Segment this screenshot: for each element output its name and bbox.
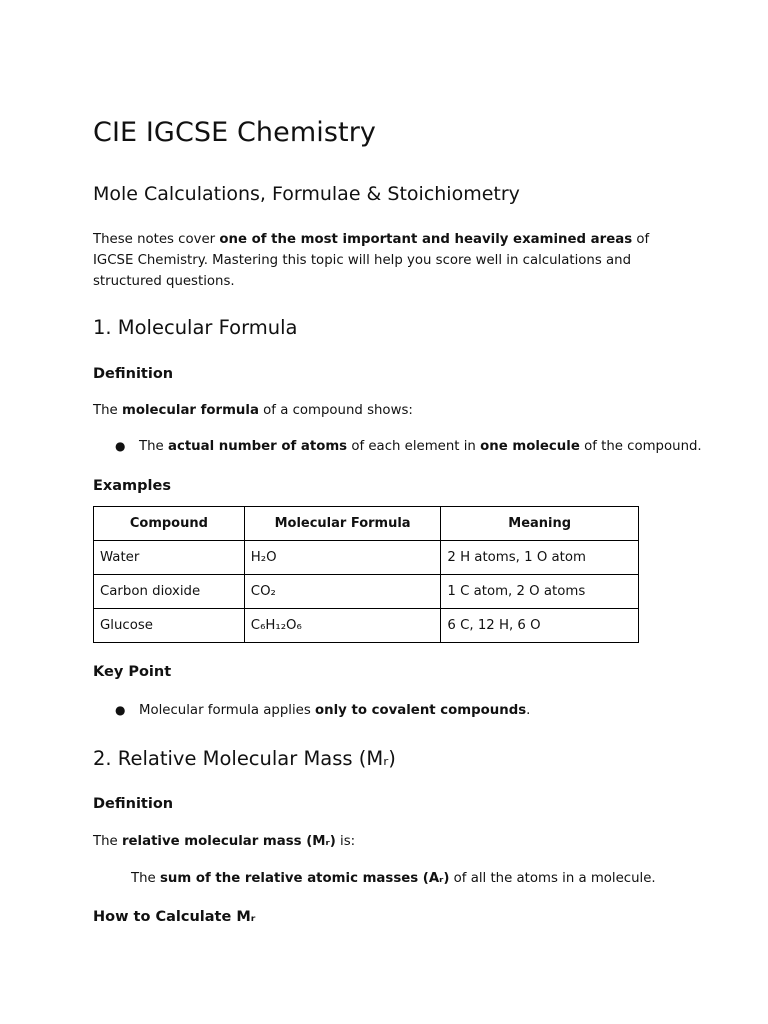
text: of a compound shows: bbox=[258, 403, 413, 418]
definition-paragraph bbox=[93, 834, 355, 849]
definition-heading: Definition bbox=[93, 366, 174, 382]
intro-bold-text: one of the most important and heavily examined areas bbox=[219, 232, 633, 247]
column-header: Molecular Formula bbox=[244, 507, 441, 541]
text: of the compound. bbox=[579, 439, 702, 454]
text: Molecular formula applies bbox=[139, 703, 316, 718]
table-cell: 2 H atoms, 1 O atom bbox=[441, 541, 639, 575]
table-row bbox=[94, 575, 639, 609]
bullet-dot-icon: ● bbox=[115, 439, 126, 453]
text: The bbox=[131, 871, 160, 886]
table-cell: C₆H₁₂O₆ bbox=[244, 609, 441, 643]
how-to-calculate-heading: How to Calculate Mᵣ bbox=[93, 909, 256, 925]
definition-heading: Definition bbox=[93, 796, 174, 812]
indented-definition bbox=[131, 871, 656, 886]
intro-paragraph bbox=[93, 229, 653, 292]
definition-paragraph bbox=[93, 403, 413, 418]
key-point-heading: Key Point bbox=[93, 664, 172, 680]
table-cell: Glucose bbox=[94, 609, 245, 643]
text: of each element in bbox=[347, 439, 481, 454]
text: The bbox=[93, 834, 122, 849]
examples-table bbox=[93, 506, 639, 643]
examples-heading: Examples bbox=[93, 478, 171, 494]
section-heading-relative-molecular-mass: 2. Relative Molecular Mass (Mᵣ) bbox=[93, 747, 396, 770]
bold-term: sum of the relative atomic masses (Aᵣ) bbox=[159, 871, 450, 886]
bold-term: one molecule bbox=[480, 439, 580, 454]
intro-text: These notes cover bbox=[93, 232, 220, 247]
table-header-row bbox=[94, 507, 639, 541]
table-cell: Carbon dioxide bbox=[94, 575, 245, 609]
text: The bbox=[139, 439, 168, 454]
document-subtitle: Mole Calculations, Formulae & Stoichiometry bbox=[93, 183, 520, 205]
intro-text: of IGCSE Chemistry. Mastering this topic will help you score well in calculations and structured questions. bbox=[93, 232, 650, 289]
table-row bbox=[94, 541, 639, 575]
table-cell: 6 C, 12 H, 6 O bbox=[441, 609, 639, 643]
text: . bbox=[526, 703, 531, 718]
section-heading-molecular-formula: 1. Molecular Formula bbox=[93, 316, 298, 339]
bullet-text bbox=[139, 439, 702, 454]
table-cell: CO₂ bbox=[244, 575, 441, 609]
text: The bbox=[93, 403, 122, 418]
table-cell: H₂O bbox=[244, 541, 441, 575]
column-header: Meaning bbox=[441, 507, 639, 541]
table-cell: Water bbox=[94, 541, 245, 575]
column-header: Compound bbox=[94, 507, 245, 541]
text: of all the atoms in a molecule. bbox=[449, 871, 656, 886]
bold-term: relative molecular mass (Mᵣ) bbox=[121, 834, 336, 849]
bullet-dot-icon: ● bbox=[115, 703, 126, 717]
document-title: CIE IGCSE Chemistry bbox=[93, 117, 376, 148]
bold-term: only to covalent compounds bbox=[315, 703, 527, 718]
table-row bbox=[94, 609, 639, 643]
bold-term: molecular formula bbox=[121, 403, 259, 418]
text: is: bbox=[335, 834, 356, 849]
bullet-text bbox=[139, 703, 530, 718]
bold-term: actual number of atoms bbox=[167, 439, 348, 454]
table-cell: 1 C atom, 2 O atoms bbox=[441, 575, 639, 609]
